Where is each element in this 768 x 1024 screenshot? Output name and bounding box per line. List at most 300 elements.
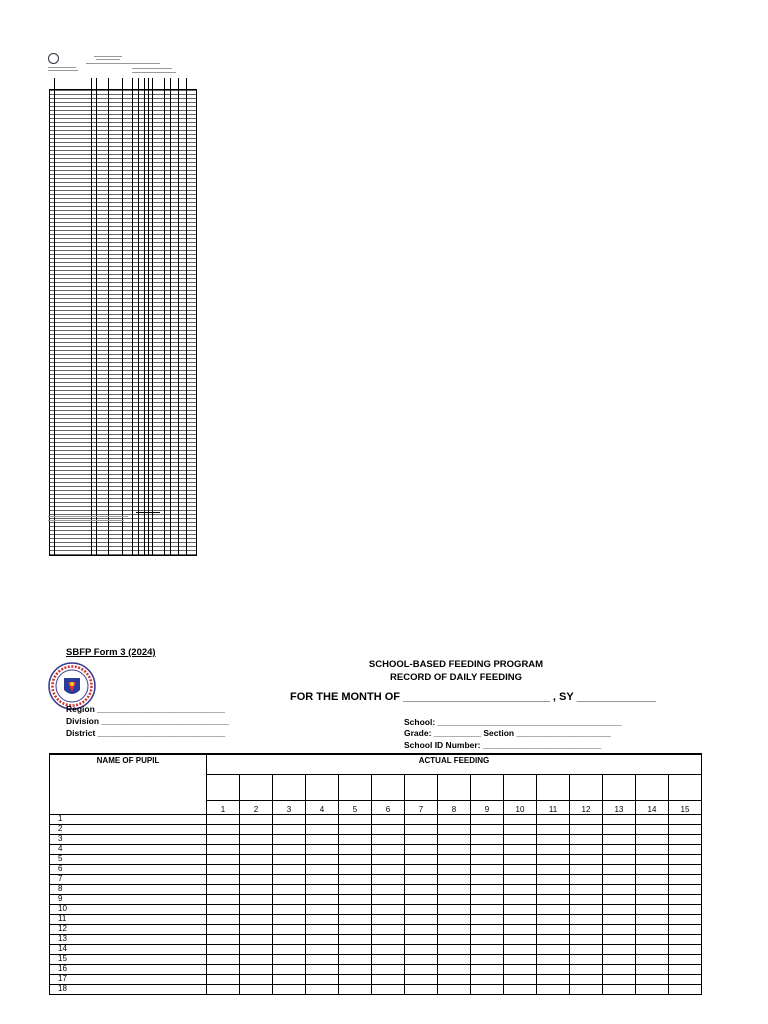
feeding-cell[interactable] bbox=[504, 824, 537, 834]
feeding-cell[interactable] bbox=[669, 954, 702, 964]
feeding-cell[interactable] bbox=[207, 984, 240, 994]
feeding-cell[interactable] bbox=[207, 894, 240, 904]
feeding-cell[interactable] bbox=[405, 814, 438, 824]
pupil-row-number[interactable]: 7 bbox=[50, 874, 207, 884]
feeding-cell[interactable] bbox=[306, 874, 339, 884]
feeding-cell[interactable] bbox=[636, 854, 669, 864]
feeding-cell[interactable] bbox=[471, 924, 504, 934]
feeding-cell[interactable] bbox=[537, 884, 570, 894]
feeding-cell[interactable] bbox=[438, 884, 471, 894]
feeding-cell[interactable] bbox=[438, 974, 471, 984]
feeding-cell[interactable] bbox=[669, 964, 702, 974]
feeding-cell[interactable] bbox=[240, 874, 273, 884]
feeding-cell[interactable] bbox=[537, 934, 570, 944]
pupil-row-number[interactable]: 15 bbox=[50, 954, 207, 964]
feeding-cell[interactable] bbox=[240, 904, 273, 914]
feeding-cell[interactable] bbox=[669, 844, 702, 854]
feeding-cell[interactable] bbox=[570, 904, 603, 914]
feeding-cell[interactable] bbox=[372, 844, 405, 854]
feeding-cell[interactable] bbox=[636, 954, 669, 964]
feeding-cell[interactable] bbox=[207, 854, 240, 864]
feeding-cell[interactable] bbox=[570, 984, 603, 994]
feeding-cell[interactable] bbox=[504, 984, 537, 994]
feeding-cell[interactable] bbox=[207, 844, 240, 854]
day-blank-cell[interactable] bbox=[471, 774, 504, 800]
feeding-cell[interactable] bbox=[504, 844, 537, 854]
feeding-cell[interactable] bbox=[306, 904, 339, 914]
feeding-cell[interactable] bbox=[273, 924, 306, 934]
feeding-cell[interactable] bbox=[306, 834, 339, 844]
feeding-cell[interactable] bbox=[669, 974, 702, 984]
feeding-cell[interactable] bbox=[471, 904, 504, 914]
feeding-cell[interactable] bbox=[405, 964, 438, 974]
feeding-cell[interactable] bbox=[240, 854, 273, 864]
feeding-cell[interactable] bbox=[636, 894, 669, 904]
feeding-cell[interactable] bbox=[603, 874, 636, 884]
feeding-cell[interactable] bbox=[405, 934, 438, 944]
feeding-cell[interactable] bbox=[405, 944, 438, 954]
feeding-cell[interactable] bbox=[603, 824, 636, 834]
feeding-cell[interactable] bbox=[339, 854, 372, 864]
feeding-cell[interactable] bbox=[537, 854, 570, 864]
feeding-cell[interactable] bbox=[207, 954, 240, 964]
feeding-cell[interactable] bbox=[504, 854, 537, 864]
feeding-cell[interactable] bbox=[273, 944, 306, 954]
feeding-cell[interactable] bbox=[636, 964, 669, 974]
feeding-cell[interactable] bbox=[438, 914, 471, 924]
day-blank-cell[interactable] bbox=[669, 774, 702, 800]
feeding-cell[interactable] bbox=[438, 984, 471, 994]
feeding-cell[interactable] bbox=[273, 824, 306, 834]
feeding-cell[interactable] bbox=[636, 814, 669, 824]
feeding-cell[interactable] bbox=[405, 844, 438, 854]
feeding-cell[interactable] bbox=[273, 874, 306, 884]
feeding-cell[interactable] bbox=[669, 924, 702, 934]
feeding-cell[interactable] bbox=[504, 924, 537, 934]
feeding-cell[interactable] bbox=[339, 844, 372, 854]
feeding-cell[interactable] bbox=[537, 974, 570, 984]
feeding-cell[interactable] bbox=[207, 924, 240, 934]
feeding-cell[interactable] bbox=[603, 964, 636, 974]
feeding-cell[interactable] bbox=[471, 954, 504, 964]
feeding-cell[interactable] bbox=[570, 944, 603, 954]
feeding-cell[interactable] bbox=[273, 954, 306, 964]
pupil-row-number[interactable]: 3 bbox=[50, 834, 207, 844]
feeding-cell[interactable] bbox=[339, 954, 372, 964]
day-blank-cell[interactable] bbox=[570, 774, 603, 800]
feeding-cell[interactable] bbox=[240, 824, 273, 834]
pupil-row-number[interactable]: 13 bbox=[50, 934, 207, 944]
day-blank-cell[interactable] bbox=[207, 774, 240, 800]
feeding-cell[interactable] bbox=[240, 954, 273, 964]
feeding-cell[interactable] bbox=[240, 934, 273, 944]
feeding-cell[interactable] bbox=[306, 884, 339, 894]
feeding-cell[interactable] bbox=[636, 984, 669, 994]
feeding-cell[interactable] bbox=[438, 924, 471, 934]
feeding-cell[interactable] bbox=[504, 834, 537, 844]
feeding-cell[interactable] bbox=[339, 874, 372, 884]
feeding-cell[interactable] bbox=[240, 984, 273, 994]
feeding-cell[interactable] bbox=[372, 964, 405, 974]
feeding-cell[interactable] bbox=[438, 834, 471, 844]
feeding-cell[interactable] bbox=[603, 954, 636, 964]
feeding-cell[interactable] bbox=[207, 824, 240, 834]
feeding-cell[interactable] bbox=[636, 834, 669, 844]
feeding-cell[interactable] bbox=[570, 884, 603, 894]
feeding-cell[interactable] bbox=[207, 934, 240, 944]
feeding-cell[interactable] bbox=[471, 834, 504, 844]
feeding-cell[interactable] bbox=[306, 964, 339, 974]
pupil-row-number[interactable]: 11 bbox=[50, 914, 207, 924]
feeding-cell[interactable] bbox=[339, 814, 372, 824]
day-blank-cell[interactable] bbox=[537, 774, 570, 800]
day-blank-cell[interactable] bbox=[306, 774, 339, 800]
feeding-cell[interactable] bbox=[438, 814, 471, 824]
feeding-cell[interactable] bbox=[537, 944, 570, 954]
feeding-cell[interactable] bbox=[570, 854, 603, 864]
day-blank-cell[interactable] bbox=[504, 774, 537, 800]
feeding-cell[interactable] bbox=[570, 934, 603, 944]
feeding-cell[interactable] bbox=[570, 974, 603, 984]
feeding-cell[interactable] bbox=[306, 924, 339, 934]
feeding-cell[interactable] bbox=[372, 894, 405, 904]
feeding-cell[interactable] bbox=[636, 824, 669, 834]
feeding-cell[interactable] bbox=[372, 974, 405, 984]
feeding-cell[interactable] bbox=[570, 844, 603, 854]
feeding-cell[interactable] bbox=[372, 814, 405, 824]
feeding-cell[interactable] bbox=[438, 844, 471, 854]
feeding-cell[interactable] bbox=[405, 984, 438, 994]
feeding-cell[interactable] bbox=[669, 874, 702, 884]
feeding-cell[interactable] bbox=[273, 984, 306, 994]
feeding-cell[interactable] bbox=[438, 904, 471, 914]
feeding-cell[interactable] bbox=[504, 954, 537, 964]
feeding-cell[interactable] bbox=[405, 924, 438, 934]
feeding-cell[interactable] bbox=[636, 864, 669, 874]
feeding-cell[interactable] bbox=[207, 864, 240, 874]
feeding-cell[interactable] bbox=[504, 974, 537, 984]
feeding-cell[interactable] bbox=[636, 944, 669, 954]
day-blank-cell[interactable] bbox=[273, 774, 306, 800]
pupil-row-number[interactable]: 6 bbox=[50, 864, 207, 874]
feeding-cell[interactable] bbox=[504, 914, 537, 924]
feeding-cell[interactable] bbox=[372, 884, 405, 894]
feeding-cell[interactable] bbox=[636, 874, 669, 884]
feeding-cell[interactable] bbox=[273, 854, 306, 864]
feeding-cell[interactable] bbox=[504, 874, 537, 884]
pupil-row-number[interactable]: 1 bbox=[50, 814, 207, 824]
feeding-cell[interactable] bbox=[603, 894, 636, 904]
feeding-cell[interactable] bbox=[273, 934, 306, 944]
feeding-cell[interactable] bbox=[438, 824, 471, 834]
feeding-cell[interactable] bbox=[339, 884, 372, 894]
feeding-cell[interactable] bbox=[669, 834, 702, 844]
feeding-cell[interactable] bbox=[339, 984, 372, 994]
feeding-cell[interactable] bbox=[603, 834, 636, 844]
feeding-cell[interactable] bbox=[306, 894, 339, 904]
feeding-cell[interactable] bbox=[537, 834, 570, 844]
feeding-cell[interactable] bbox=[669, 914, 702, 924]
feeding-cell[interactable] bbox=[504, 814, 537, 824]
feeding-cell[interactable] bbox=[339, 944, 372, 954]
feeding-cell[interactable] bbox=[471, 984, 504, 994]
pupil-row-number[interactable]: 2 bbox=[50, 824, 207, 834]
feeding-cell[interactable] bbox=[471, 824, 504, 834]
pupil-row-number[interactable]: 4 bbox=[50, 844, 207, 854]
feeding-cell[interactable] bbox=[537, 924, 570, 934]
feeding-cell[interactable] bbox=[537, 914, 570, 924]
feeding-cell[interactable] bbox=[570, 954, 603, 964]
feeding-cell[interactable] bbox=[240, 834, 273, 844]
feeding-cell[interactable] bbox=[438, 874, 471, 884]
feeding-cell[interactable] bbox=[372, 824, 405, 834]
feeding-cell[interactable] bbox=[273, 964, 306, 974]
feeding-cell[interactable] bbox=[339, 974, 372, 984]
feeding-cell[interactable] bbox=[273, 834, 306, 844]
feeding-cell[interactable] bbox=[603, 854, 636, 864]
feeding-cell[interactable] bbox=[570, 814, 603, 824]
feeding-cell[interactable] bbox=[207, 874, 240, 884]
feeding-cell[interactable] bbox=[306, 944, 339, 954]
feeding-cell[interactable] bbox=[240, 814, 273, 824]
day-blank-cell[interactable] bbox=[438, 774, 471, 800]
feeding-cell[interactable] bbox=[306, 914, 339, 924]
feeding-cell[interactable] bbox=[471, 974, 504, 984]
feeding-cell[interactable] bbox=[207, 904, 240, 914]
feeding-cell[interactable] bbox=[669, 864, 702, 874]
feeding-cell[interactable] bbox=[273, 814, 306, 824]
feeding-cell[interactable] bbox=[405, 824, 438, 834]
feeding-cell[interactable] bbox=[306, 974, 339, 984]
feeding-cell[interactable] bbox=[636, 974, 669, 984]
feeding-cell[interactable] bbox=[570, 894, 603, 904]
feeding-cell[interactable] bbox=[471, 964, 504, 974]
feeding-cell[interactable] bbox=[405, 884, 438, 894]
feeding-cell[interactable] bbox=[471, 814, 504, 824]
feeding-cell[interactable] bbox=[372, 954, 405, 964]
feeding-cell[interactable] bbox=[636, 844, 669, 854]
feeding-cell[interactable] bbox=[669, 904, 702, 914]
feeding-cell[interactable] bbox=[207, 914, 240, 924]
feeding-cell[interactable] bbox=[273, 864, 306, 874]
feeding-cell[interactable] bbox=[273, 974, 306, 984]
feeding-cell[interactable] bbox=[306, 984, 339, 994]
pupil-row-number[interactable]: 5 bbox=[50, 854, 207, 864]
feeding-cell[interactable] bbox=[603, 904, 636, 914]
feeding-cell[interactable] bbox=[240, 964, 273, 974]
feeding-cell[interactable] bbox=[669, 984, 702, 994]
feeding-cell[interactable] bbox=[405, 914, 438, 924]
feeding-cell[interactable] bbox=[405, 834, 438, 844]
feeding-cell[interactable] bbox=[306, 814, 339, 824]
feeding-cell[interactable] bbox=[537, 894, 570, 904]
feeding-cell[interactable] bbox=[240, 894, 273, 904]
feeding-cell[interactable] bbox=[537, 964, 570, 974]
feeding-cell[interactable] bbox=[471, 914, 504, 924]
feeding-cell[interactable] bbox=[669, 824, 702, 834]
feeding-cell[interactable] bbox=[405, 904, 438, 914]
feeding-cell[interactable] bbox=[570, 864, 603, 874]
feeding-cell[interactable] bbox=[603, 864, 636, 874]
feeding-cell[interactable] bbox=[240, 914, 273, 924]
feeding-cell[interactable] bbox=[636, 884, 669, 894]
feeding-cell[interactable] bbox=[240, 924, 273, 934]
feeding-cell[interactable] bbox=[273, 914, 306, 924]
feeding-cell[interactable] bbox=[273, 884, 306, 894]
feeding-cell[interactable] bbox=[207, 974, 240, 984]
feeding-cell[interactable] bbox=[405, 864, 438, 874]
feeding-cell[interactable] bbox=[273, 844, 306, 854]
feeding-cell[interactable] bbox=[207, 814, 240, 824]
feeding-cell[interactable] bbox=[570, 874, 603, 884]
feeding-cell[interactable] bbox=[372, 874, 405, 884]
feeding-cell[interactable] bbox=[471, 894, 504, 904]
feeding-cell[interactable] bbox=[570, 964, 603, 974]
pupil-row-number[interactable]: 8 bbox=[50, 884, 207, 894]
feeding-cell[interactable] bbox=[570, 914, 603, 924]
feeding-cell[interactable] bbox=[438, 864, 471, 874]
feeding-cell[interactable] bbox=[603, 844, 636, 854]
feeding-cell[interactable] bbox=[504, 894, 537, 904]
feeding-cell[interactable] bbox=[504, 884, 537, 894]
feeding-cell[interactable] bbox=[537, 844, 570, 854]
feeding-cell[interactable] bbox=[471, 884, 504, 894]
feeding-cell[interactable] bbox=[438, 894, 471, 904]
feeding-cell[interactable] bbox=[504, 904, 537, 914]
feeding-cell[interactable] bbox=[438, 944, 471, 954]
pupil-row-number[interactable]: 16 bbox=[50, 964, 207, 974]
feeding-cell[interactable] bbox=[537, 864, 570, 874]
feeding-cell[interactable] bbox=[537, 954, 570, 964]
feeding-cell[interactable] bbox=[471, 944, 504, 954]
feeding-cell[interactable] bbox=[207, 944, 240, 954]
feeding-cell[interactable] bbox=[306, 864, 339, 874]
feeding-cell[interactable] bbox=[438, 854, 471, 864]
feeding-cell[interactable] bbox=[504, 964, 537, 974]
feeding-cell[interactable] bbox=[306, 854, 339, 864]
feeding-cell[interactable] bbox=[669, 944, 702, 954]
feeding-cell[interactable] bbox=[669, 884, 702, 894]
feeding-cell[interactable] bbox=[504, 934, 537, 944]
pupil-row-number[interactable]: 17 bbox=[50, 974, 207, 984]
feeding-cell[interactable] bbox=[471, 864, 504, 874]
feeding-cell[interactable] bbox=[603, 884, 636, 894]
day-blank-cell[interactable] bbox=[372, 774, 405, 800]
feeding-cell[interactable] bbox=[504, 944, 537, 954]
feeding-cell[interactable] bbox=[603, 924, 636, 934]
feeding-cell[interactable] bbox=[339, 934, 372, 944]
feeding-cell[interactable] bbox=[636, 934, 669, 944]
feeding-cell[interactable] bbox=[570, 834, 603, 844]
feeding-cell[interactable] bbox=[372, 934, 405, 944]
feeding-cell[interactable] bbox=[471, 854, 504, 864]
day-blank-cell[interactable] bbox=[240, 774, 273, 800]
feeding-cell[interactable] bbox=[603, 814, 636, 824]
pupil-row-number[interactable]: 10 bbox=[50, 904, 207, 914]
feeding-cell[interactable] bbox=[636, 914, 669, 924]
feeding-cell[interactable] bbox=[471, 934, 504, 944]
feeding-cell[interactable] bbox=[438, 964, 471, 974]
feeding-cell[interactable] bbox=[636, 904, 669, 914]
feeding-cell[interactable] bbox=[240, 864, 273, 874]
feeding-cell[interactable] bbox=[207, 964, 240, 974]
feeding-cell[interactable] bbox=[603, 974, 636, 984]
feeding-cell[interactable] bbox=[273, 894, 306, 904]
feeding-cell[interactable] bbox=[570, 824, 603, 834]
feeding-cell[interactable] bbox=[603, 944, 636, 954]
feeding-cell[interactable] bbox=[339, 824, 372, 834]
pupil-row-number[interactable]: 9 bbox=[50, 894, 207, 904]
day-blank-cell[interactable] bbox=[339, 774, 372, 800]
feeding-cell[interactable] bbox=[339, 904, 372, 914]
feeding-cell[interactable] bbox=[636, 924, 669, 934]
pupil-row-number[interactable]: 12 bbox=[50, 924, 207, 934]
feeding-cell[interactable] bbox=[339, 834, 372, 844]
feeding-cell[interactable] bbox=[372, 904, 405, 914]
feeding-cell[interactable] bbox=[207, 884, 240, 894]
feeding-cell[interactable] bbox=[603, 984, 636, 994]
feeding-cell[interactable] bbox=[537, 984, 570, 994]
feeding-cell[interactable] bbox=[339, 894, 372, 904]
feeding-cell[interactable] bbox=[372, 984, 405, 994]
feeding-cell[interactable] bbox=[306, 954, 339, 964]
feeding-cell[interactable] bbox=[207, 834, 240, 844]
day-blank-cell[interactable] bbox=[603, 774, 636, 800]
feeding-cell[interactable] bbox=[372, 914, 405, 924]
feeding-cell[interactable] bbox=[339, 924, 372, 934]
feeding-cell[interactable] bbox=[372, 944, 405, 954]
feeding-cell[interactable] bbox=[570, 924, 603, 934]
feeding-cell[interactable] bbox=[240, 884, 273, 894]
feeding-cell[interactable] bbox=[537, 904, 570, 914]
feeding-cell[interactable] bbox=[471, 874, 504, 884]
feeding-cell[interactable] bbox=[438, 954, 471, 964]
pupil-row-number[interactable]: 18 bbox=[50, 984, 207, 994]
feeding-cell[interactable] bbox=[405, 974, 438, 984]
feeding-cell[interactable] bbox=[372, 854, 405, 864]
feeding-cell[interactable] bbox=[240, 944, 273, 954]
feeding-cell[interactable] bbox=[405, 874, 438, 884]
feeding-cell[interactable] bbox=[240, 844, 273, 854]
feeding-cell[interactable] bbox=[339, 864, 372, 874]
feeding-cell[interactable] bbox=[306, 824, 339, 834]
feeding-cell[interactable] bbox=[669, 854, 702, 864]
feeding-cell[interactable] bbox=[405, 954, 438, 964]
feeding-cell[interactable] bbox=[405, 894, 438, 904]
day-blank-cell[interactable] bbox=[636, 774, 669, 800]
feeding-cell[interactable] bbox=[372, 924, 405, 934]
feeding-cell[interactable] bbox=[669, 814, 702, 824]
feeding-cell[interactable] bbox=[603, 914, 636, 924]
feeding-cell[interactable] bbox=[339, 914, 372, 924]
feeding-cell[interactable] bbox=[669, 894, 702, 904]
feeding-cell[interactable] bbox=[405, 854, 438, 864]
feeding-cell[interactable] bbox=[372, 864, 405, 874]
feeding-cell[interactable] bbox=[240, 974, 273, 984]
feeding-cell[interactable] bbox=[537, 824, 570, 834]
feeding-cell[interactable] bbox=[339, 964, 372, 974]
feeding-cell[interactable] bbox=[306, 844, 339, 854]
feeding-cell[interactable] bbox=[537, 874, 570, 884]
feeding-cell[interactable] bbox=[438, 934, 471, 944]
feeding-cell[interactable] bbox=[504, 864, 537, 874]
day-blank-cell[interactable] bbox=[405, 774, 438, 800]
feeding-cell[interactable] bbox=[306, 934, 339, 944]
feeding-cell[interactable] bbox=[603, 934, 636, 944]
feeding-cell[interactable] bbox=[273, 904, 306, 914]
feeding-cell[interactable] bbox=[537, 814, 570, 824]
pupil-row-number[interactable]: 14 bbox=[50, 944, 207, 954]
